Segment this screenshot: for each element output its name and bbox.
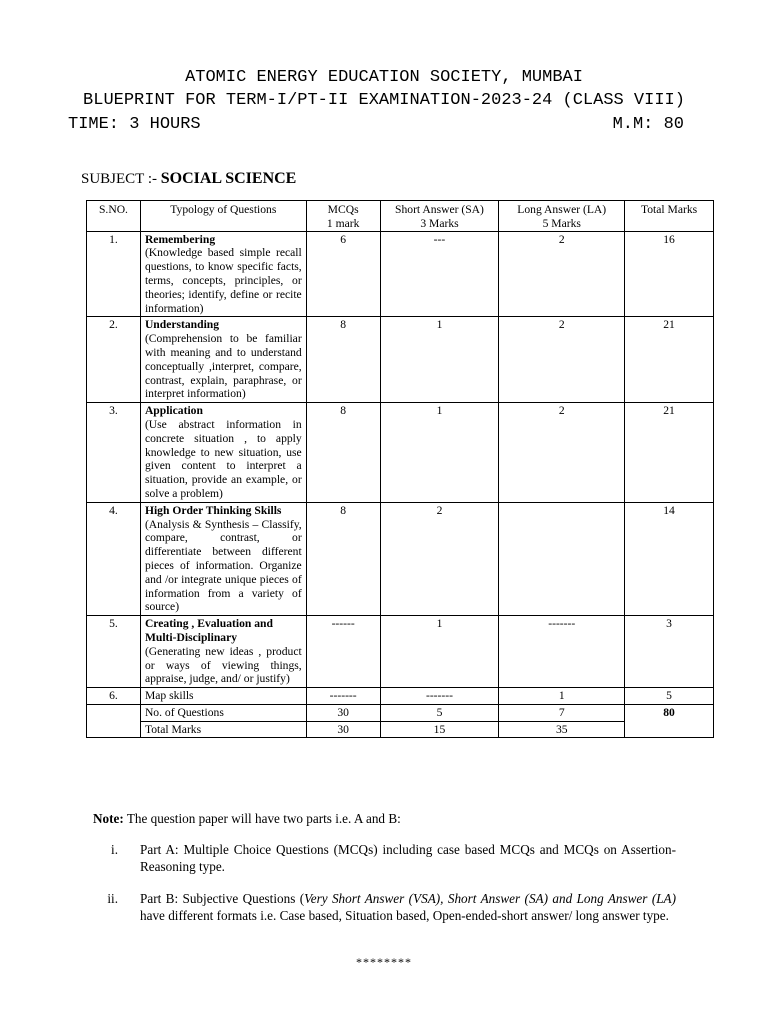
header-title: ATOMIC ENERGY EDUCATION SOCIETY, MUMBAI xyxy=(185,68,583,87)
blueprint-table xyxy=(86,200,714,738)
header-total: Total Marks xyxy=(625,201,714,232)
header-sa: Short Answer (SA) 3 Marks xyxy=(380,201,499,232)
exam-time: TIME: 3 HOURS xyxy=(68,115,201,134)
table-row: 2. Understanding (Comprehension to be familiar with meaning and to understand conceptually ,interpret, compare, contrast, explain, paraphrase, or interpret information) 8 1 2 21 xyxy=(87,317,714,403)
summary-row-marks: Total Marks 30 15 35 xyxy=(87,721,714,738)
grand-total: 80 xyxy=(625,704,714,738)
footer-stars: ******** xyxy=(356,955,412,969)
subject-value: SOCIAL SCIENCE xyxy=(160,170,297,187)
table-row: 6. Map skills ------- ------- 1 5 xyxy=(87,688,714,705)
table-row: 5. Creating , Evaluation and Multi-Disciplinary (Generating new ideas , product or ways of viewing things, appraise, judge, and/ or justify) ------ 1 ------- 3 xyxy=(87,616,714,688)
header-sno: S.NO. xyxy=(87,201,141,232)
header-typology: Typology of Questions xyxy=(140,201,306,232)
table-header-row xyxy=(87,201,714,232)
header-la: Long Answer (LA) 5 Marks xyxy=(499,201,625,232)
subject-line xyxy=(81,170,296,188)
header-mcq: MCQs 1 mark xyxy=(306,201,380,232)
subject-label: SUBJECT :- xyxy=(81,171,161,187)
table-row: 4. High Order Thinking Skills (Analysis & Synthesis – Classify, compare, contrast, or differentiate between different pieces of information. Organize and /or integrate unique pieces of information from a variety of source) 8 2 14 xyxy=(87,502,714,615)
note-text: The question paper will have two parts i.e. A and B: xyxy=(123,811,401,826)
note xyxy=(93,811,401,827)
table-row: 1. Remembering (Knowledge based simple recall questions, to know specific facts, terms, concepts, principles, or theories; identify, define or recite information) 6 --- 2 16 xyxy=(87,231,714,317)
header-subtitle: BLUEPRINT FOR TERM-I/PT-II EXAMINATION-2023-24 (CLASS VIII) xyxy=(83,91,685,110)
table-row: 3. Application (Use abstract information in concrete situation , to apply knowledge to new situation, use given content to interpret a situation, provide an example, or solve a problem) 8 1 2 21 xyxy=(87,403,714,503)
note-label: Note: xyxy=(93,811,124,826)
summary-row-questions: No. of Questions 30 5 7 80 xyxy=(87,704,714,721)
max-marks: M.M: 80 xyxy=(612,115,684,134)
